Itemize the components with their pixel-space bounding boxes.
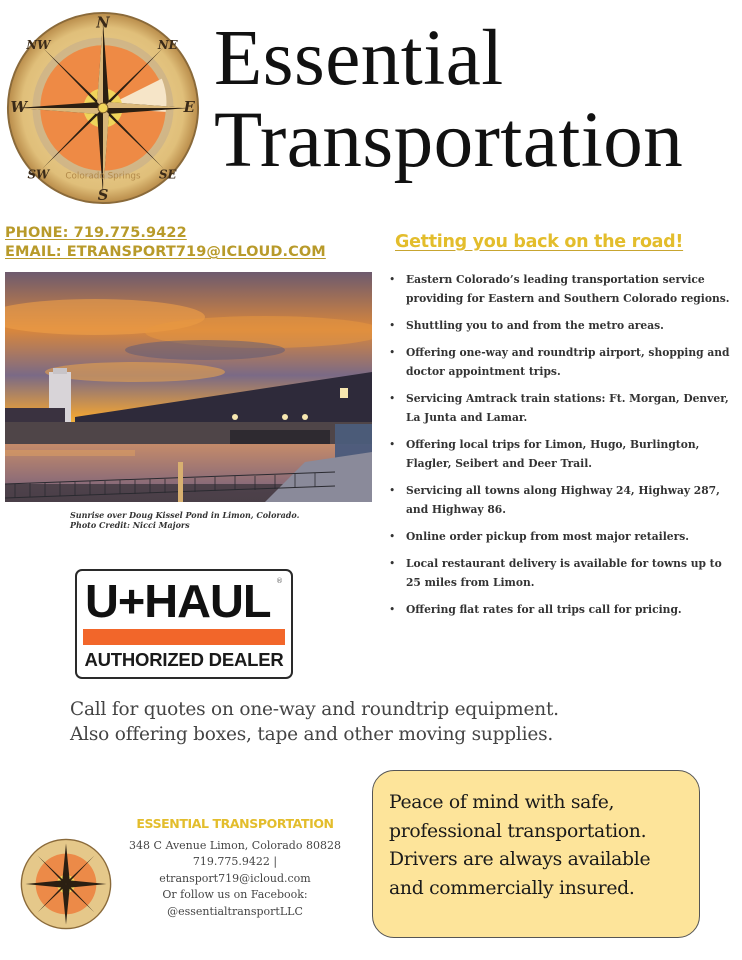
bullet-icon: • — [389, 557, 396, 570]
footer-compass-logo — [20, 838, 112, 930]
sunrise-photo — [5, 272, 372, 502]
footer-facebook-prompt: Or follow us on Facebook: — [162, 888, 308, 901]
caption-line-1: Sunrise over Doug Kissel Pond in Limon, Colorado. — [70, 510, 300, 520]
svg-text:S: S — [97, 187, 109, 205]
list-item: • Local restaurant delivery is available for towns up to 25 miles from Limon. — [388, 554, 738, 592]
footer-email[interactable]: etransport719@icloud.com — [159, 871, 311, 885]
bullet-icon: • — [389, 438, 396, 451]
tagline: Getting you back on the road! — [395, 232, 684, 252]
svg-text:E: E — [183, 98, 195, 116]
authorized-dealer-label: AUTHORIZED DEALER — [84, 649, 284, 670]
svg-text:Colorado Springs: Colorado Springs — [65, 171, 141, 182]
footer-brand: ESSENTIAL TRANSPORTATION — [136, 816, 334, 831]
equipment-quote-text: Call for quotes on one-way and roundtrip equipment. Also offering boxes, tape and other moving supplies. — [70, 699, 559, 745]
title-line-1: Essential — [214, 15, 504, 102]
svg-text:SE: SE — [158, 167, 177, 182]
title-line-2: Transportation — [214, 97, 684, 184]
footer-contact — [115, 816, 355, 920]
page-title — [214, 15, 684, 184]
list-item: • Offering flat rates for all trips call for pricing. — [388, 600, 738, 619]
contact-block — [5, 224, 326, 262]
svg-text:W: W — [10, 98, 27, 116]
footer-address: 348 C Avenue Limon, Colorado 80828 — [129, 838, 341, 852]
email-link[interactable]: EMAIL: ETRANSPORT719@ICLOUD.COM — [5, 244, 326, 260]
compass-logo — [5, 10, 201, 206]
list-item: • Offering one-way and roundtrip airport, shopping and doctor appointment trips. — [388, 343, 738, 381]
bullet-icon: • — [389, 346, 396, 359]
uhaul-logo-text: U+HAUL — [85, 575, 271, 627]
bullet-icon: • — [389, 273, 396, 286]
list-item: • Offering local trips for Limon, Hugo, Burlington, Flagler, Seibert and Deer Trail. — [388, 435, 738, 473]
compass-rose-icon — [5, 10, 201, 206]
bullet-icon: • — [389, 484, 396, 497]
compass-rose-icon — [20, 838, 112, 930]
photo-image — [5, 272, 372, 502]
photo-caption — [70, 510, 299, 530]
services-list — [388, 270, 738, 627]
list-item: • Servicing all towns along Highway 24, Highway 287, and Highway 86. — [388, 481, 738, 519]
svg-text:N: N — [96, 14, 110, 32]
list-item: • Servicing Amtrack train stations: Ft. Morgan, Denver, La Junta and Lamar. — [388, 389, 738, 427]
list-item: • Shuttling you to and from the metro areas. — [388, 316, 738, 335]
bullet-icon: • — [389, 530, 396, 543]
uhaul-orange-bar — [83, 629, 285, 645]
peace-of-mind-callout: Peace of mind with safe, professional transportation. Drivers are always available and commercially insured. — [372, 770, 700, 938]
registered-mark: ® — [276, 577, 283, 585]
svg-text:SW: SW — [27, 167, 50, 182]
uhaul-dealer-badge — [75, 569, 293, 679]
list-item: • Online order pickup from most major retailers. — [388, 527, 738, 546]
footer-phone[interactable]: 719.775.9422 | — [192, 855, 278, 868]
list-item: • Eastern Colorado’s leading transportation service providing for Eastern and Southern Colorado regions. — [388, 270, 738, 308]
caption-line-2: Photo Credit: Nicci Majors — [70, 520, 190, 530]
footer-facebook-handle[interactable]: @essentialtransportLLC — [167, 904, 303, 918]
svg-text:NE: NE — [157, 38, 178, 53]
bullet-icon: • — [389, 392, 396, 405]
bullet-icon: • — [389, 319, 396, 332]
svg-text:NW: NW — [26, 38, 51, 53]
bullet-icon: • — [389, 603, 396, 616]
phone-link[interactable]: PHONE: 719.775.9422 — [5, 225, 187, 241]
